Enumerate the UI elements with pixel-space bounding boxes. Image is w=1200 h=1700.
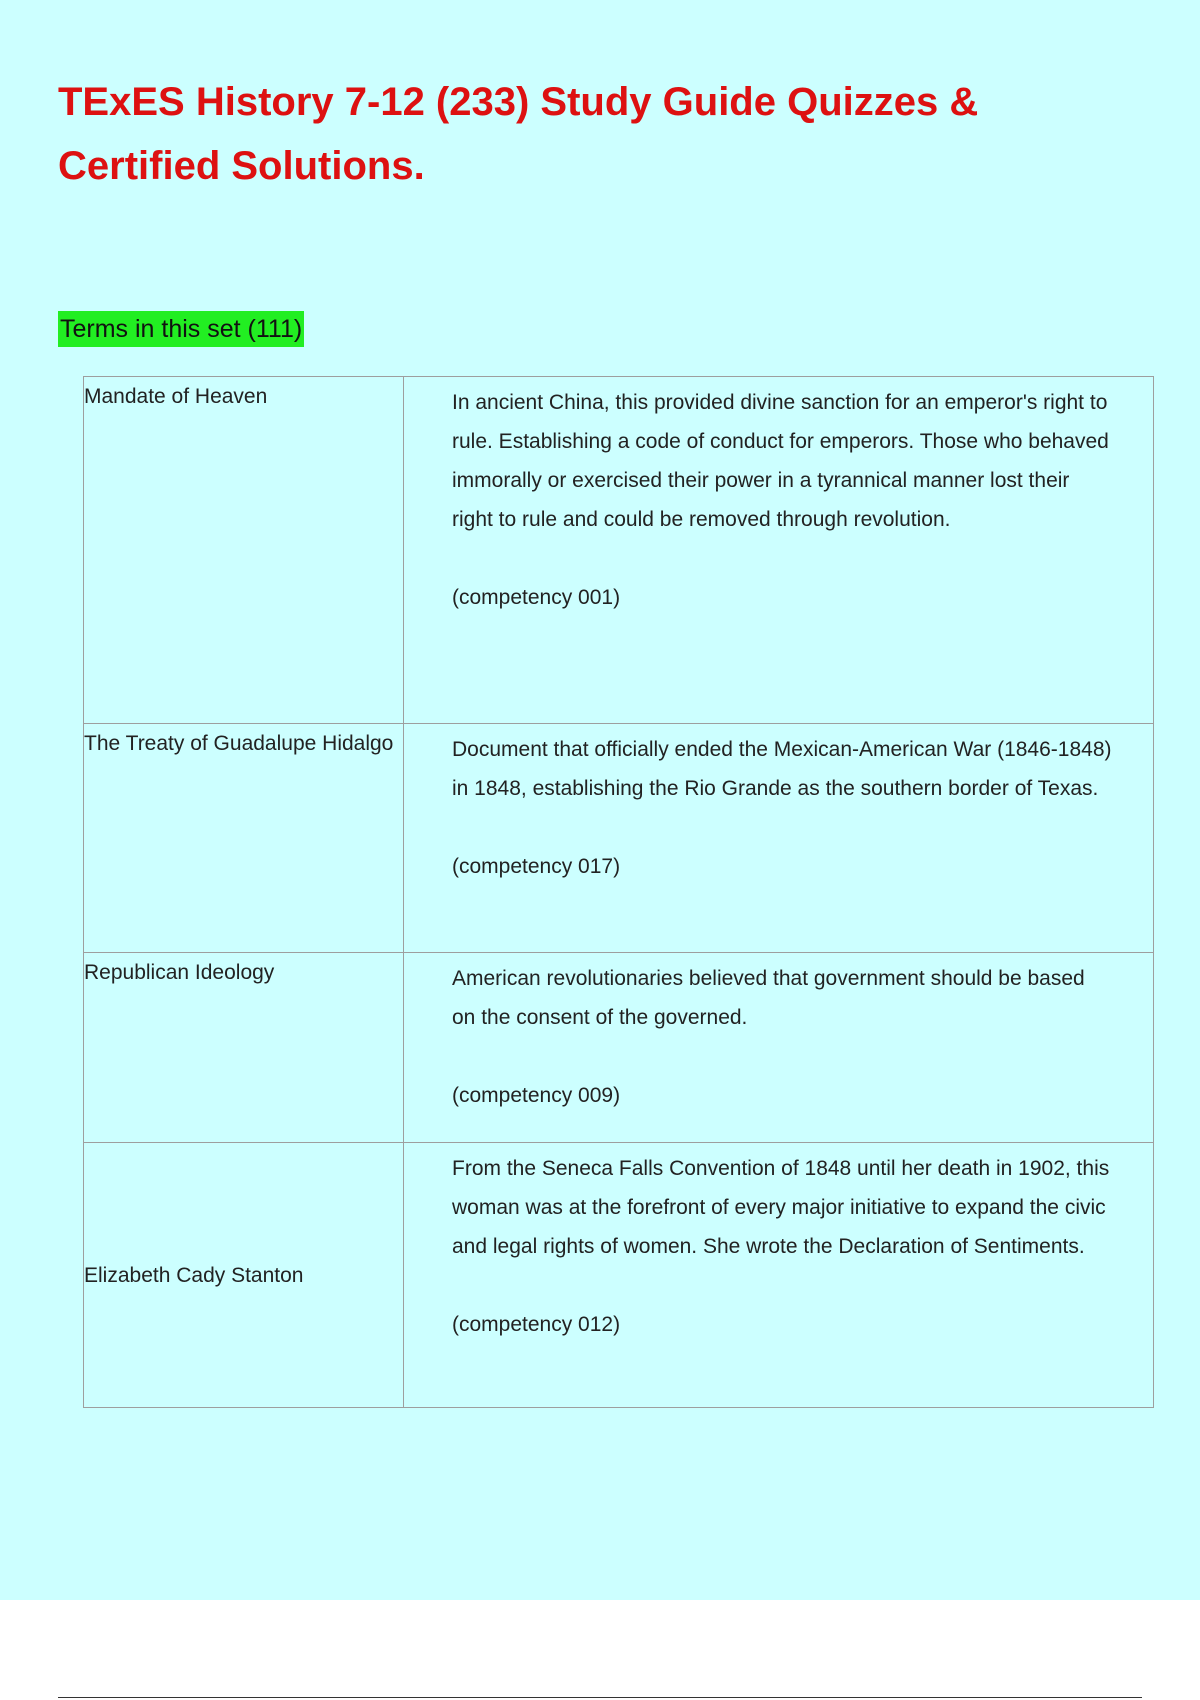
definition-text: Document that officially ended the Mexican-American War (1846-1848) in 1848, establishing the Rio Grande as the southern border of Texas. [452, 738, 1112, 800]
definition-text: American revolutionaries believed that government should be based on the consent of the governed. [452, 967, 1085, 1029]
competency-tag: (competency 017) [452, 855, 621, 878]
definition-cell [404, 377, 1154, 724]
competency-tag: (competency 012) [452, 1313, 621, 1336]
competency-tag: (competency 001) [452, 586, 621, 609]
definition-cell [404, 724, 1154, 953]
definition-cell [404, 953, 1154, 1143]
definition-text: In ancient China, this provided divine sanction for an emperor's right to rule. Establishing a code of conduct for emperors. Those who behaved immorally or exercised their power in a tyrannical manner lost their right to rule and could be removed through revolution. [452, 391, 1109, 531]
table-row [84, 1143, 1154, 1408]
table-row [84, 377, 1154, 724]
definition-text: From the Seneca Falls Convention of 1848 until her death in 1902, this woman was at the forefront of every major initiative to expand the civic and legal rights of women. She wrote the Declaration of Sentiments. [452, 1157, 1110, 1258]
table-row [84, 953, 1154, 1143]
table-row [84, 724, 1154, 953]
term-cell: Mandate of Heaven [84, 377, 404, 724]
term-cell: The Treaty of Guadalupe Hidalgo [84, 724, 404, 953]
term-cell: Republican Ideology [84, 953, 404, 1143]
document-title: TExES History 7-12 (233) Study Guide Quizzes & Certified Solutions. [58, 80, 979, 188]
terms-table [83, 376, 1154, 1408]
term-cell: Elizabeth Cady Stanton [84, 1143, 404, 1408]
definition-cell [404, 1143, 1154, 1408]
competency-tag: (competency 009) [452, 1084, 621, 1107]
terms-count-label: Terms in this set (111) [58, 311, 304, 347]
footer-divider [58, 1697, 1142, 1698]
